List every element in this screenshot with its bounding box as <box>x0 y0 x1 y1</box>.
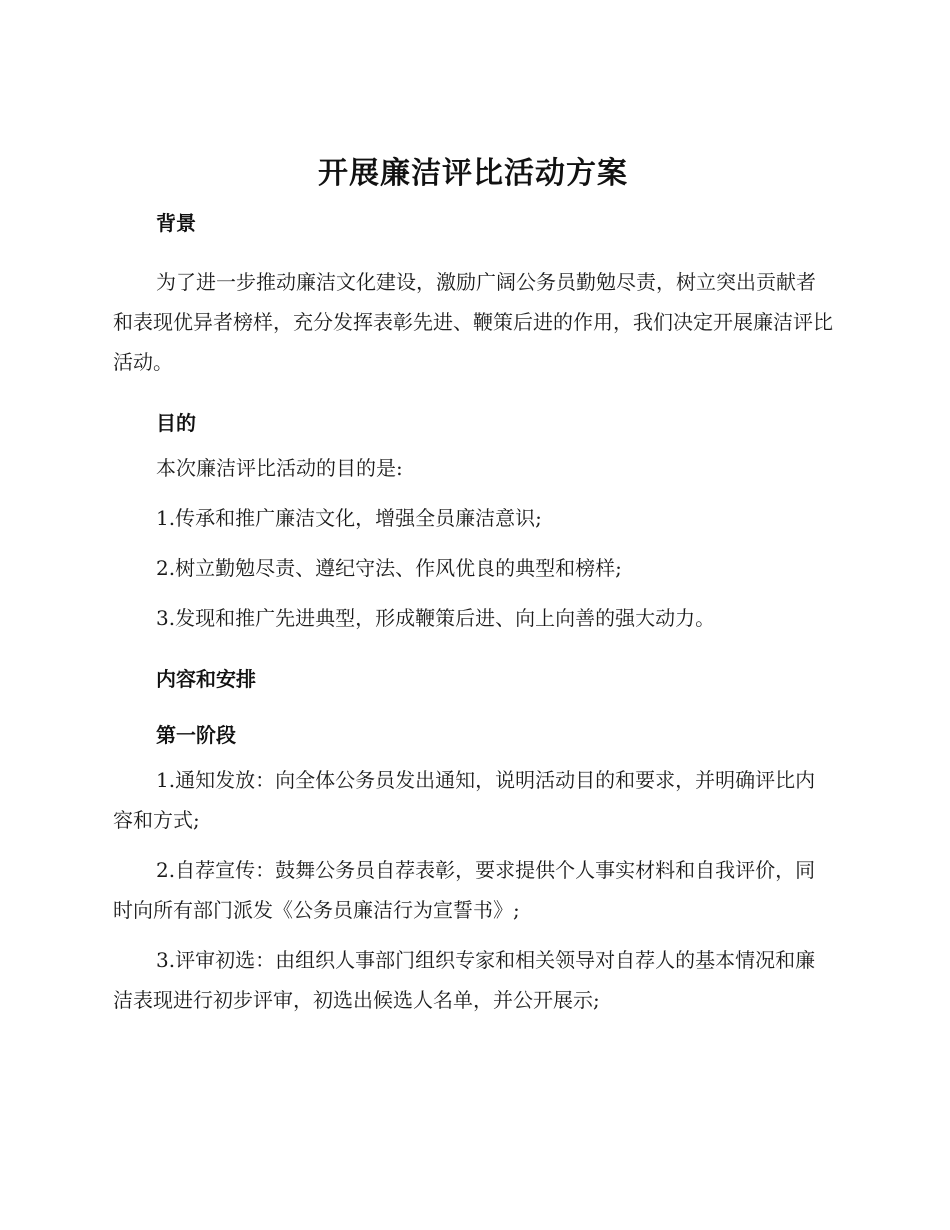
purpose-item-3: 3.发现和推广先进典型，形成鞭策后进、向上向善的强大动力。 <box>156 606 716 630</box>
document-title: 开展廉洁评比活动方案 <box>318 156 628 191</box>
section-heading-purpose: 目的 <box>156 411 196 435</box>
section-heading-phase-one: 第一阶段 <box>156 723 236 747</box>
phase-one-item-3: 3.评审初选：由组织人事部门组织专家和相关领导对自荐人的基本情况和廉洁表现进行初步评审，初选出候选人名单，并公开展示; <box>113 948 816 1012</box>
section-heading-background: 背景 <box>156 211 196 235</box>
purpose-intro: 本次廉洁评比活动的目的是: <box>156 456 403 480</box>
phase-one-item-2: 2.自荐宣传：鼓舞公务员自荐表彰，要求提供个人事实材料和自我评价，同时向所有部门派发《公务员廉洁行为宣誓书》; <box>113 858 816 922</box>
purpose-item-1: 1.传承和推广廉洁文化，增强全员廉洁意识; <box>156 506 542 530</box>
document-page <box>113 150 833 1020</box>
section-heading-content: 内容和安排 <box>156 667 256 691</box>
purpose-item-2: 2.树立勤勉尽责、遵纪守法、作风优良的典型和榜样; <box>156 556 622 580</box>
phase-one-item-1: 1.通知发放：向全体公务员发出通知，说明活动目的和要求，并明确评比内容和方式; <box>113 768 816 832</box>
background-paragraph: 为了进一步推动廉洁文化建设，激励广阔公务员勤勉尽责，树立突出贡献者和表现优异者榜样，充分发挥表彰先进、鞭策后进的作用，我们决定开展廉洁评比活动。 <box>113 270 833 374</box>
